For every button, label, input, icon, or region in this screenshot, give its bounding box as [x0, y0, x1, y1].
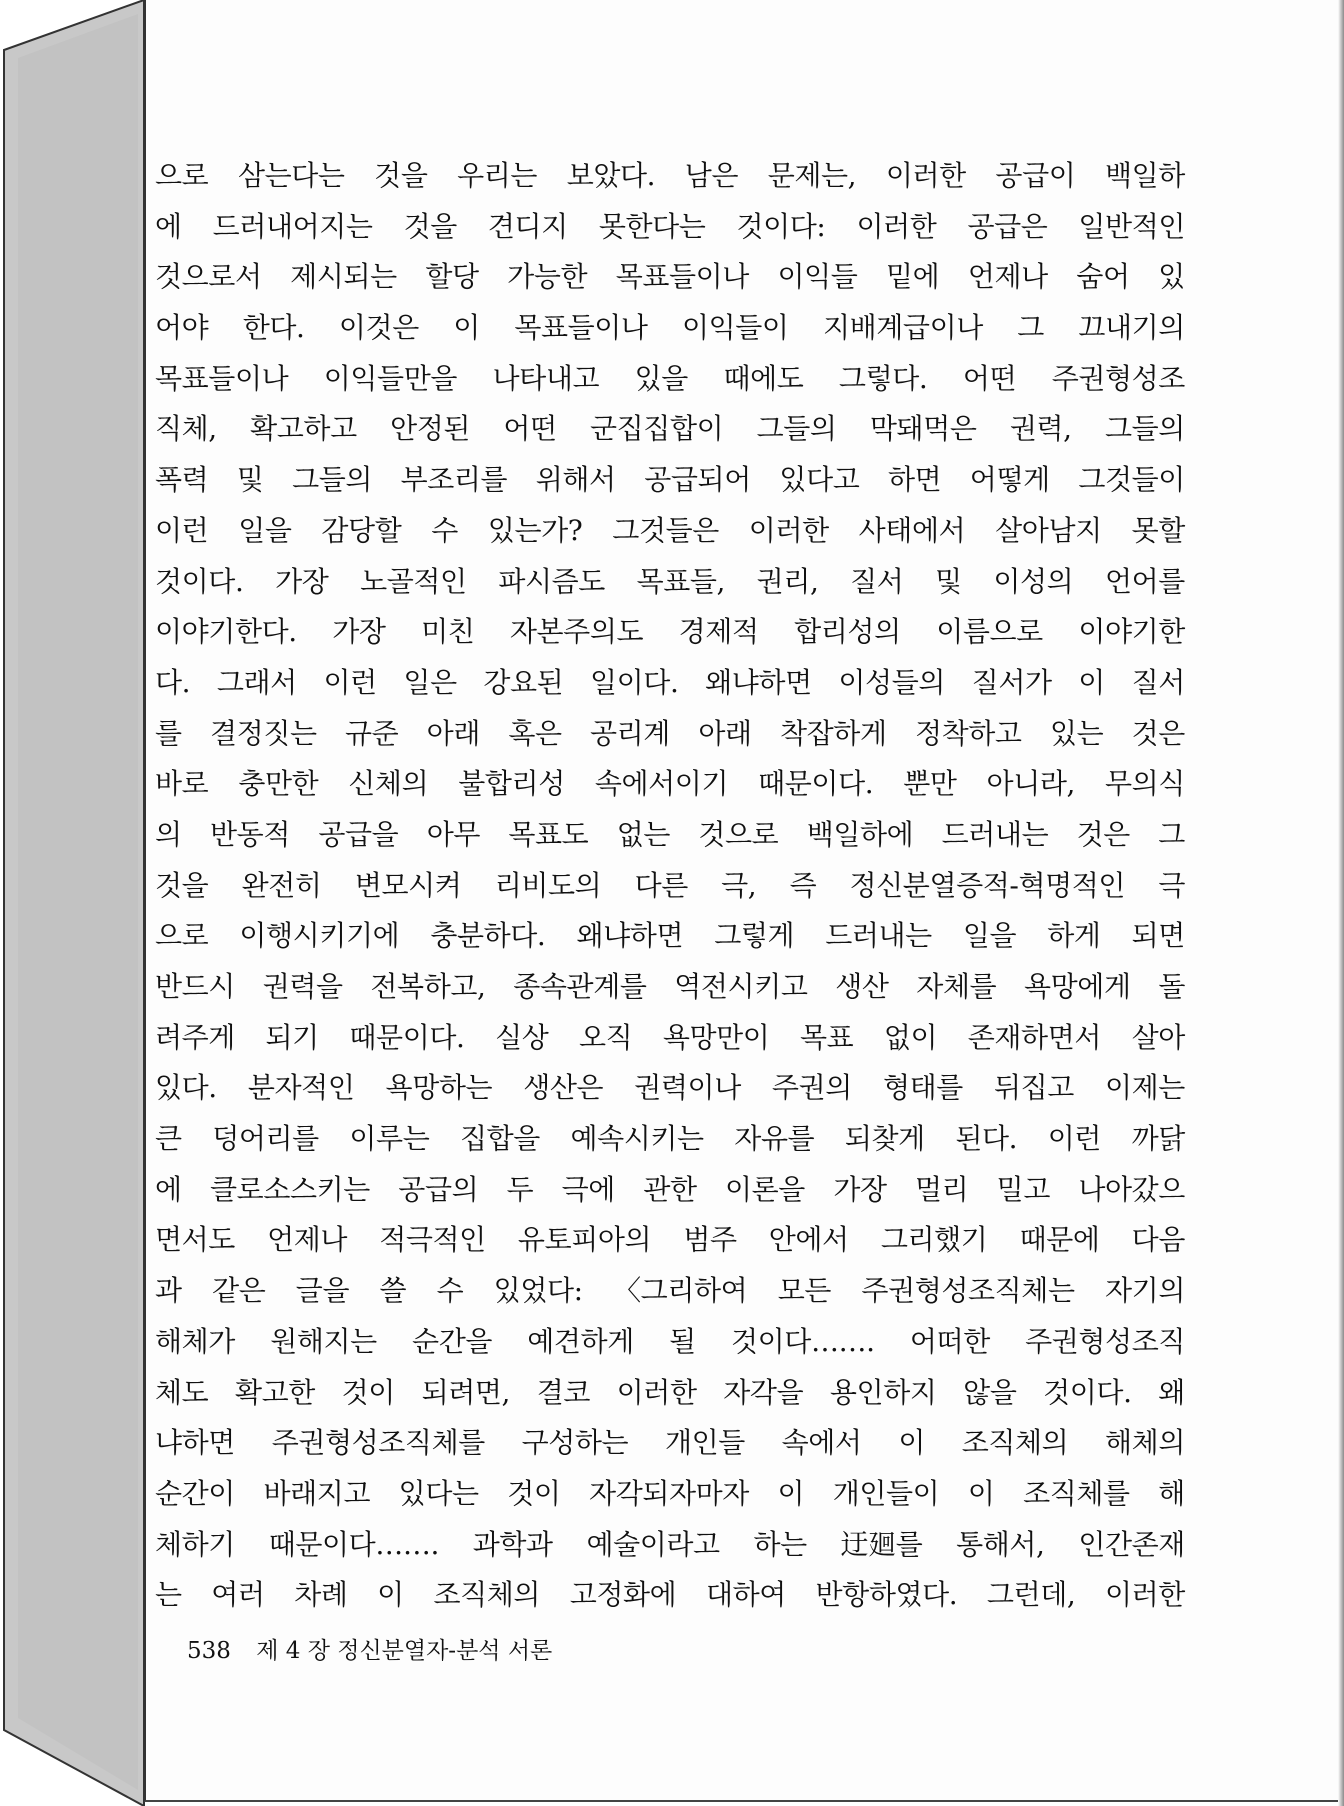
- text-line: 목표들이나 이익들만을 나타내고 있을 때에도 그렇다. 어떤 주권형성조: [155, 361, 1185, 395]
- text-line: 다. 그래서 이런 일은 강요된 일이다. 왜냐하면 이성들의 질서가 이 질서: [155, 665, 1185, 699]
- body-text: [155, 155, 1185, 1625]
- page-number: 538: [187, 1638, 231, 1664]
- page-footer: [187, 1632, 552, 1665]
- text-line: 있다. 분자적인 욕망하는 생산은 권력이나 주권의 형태를 뒤집고 이제는: [155, 1071, 1185, 1105]
- running-head: 제 4 장 정신분열자-분석 서론: [256, 1638, 553, 1664]
- text-line: 으로 삼는다는 것을 우리는 보았다. 남은 문제는, 이러한 공급이 백일하: [155, 159, 1185, 192]
- text-line: 이야기한다. 가장 미친 자본주의도 경제적 합리성의 이름으로 이야기한: [155, 615, 1185, 649]
- text-line: 냐하면 주권형성조직체를 구성하는 개인들 속에서 이 조직체의 해체의: [155, 1426, 1185, 1460]
- text-line: 를 결정짓는 규준 아래 혹은 공리계 아래 착잡하게 정착하고 있는 것은: [155, 716, 1185, 750]
- text-line: 큰 덩어리를 이루는 집합을 예속시키는 자유를 되찾게 된다. 이런 까닭: [155, 1122, 1185, 1156]
- text-line: 것이다. 가장 노골적인 파시즘도 목표들, 권리, 질서 및 이성의 언어를: [155, 564, 1185, 598]
- text-line: 이런 일을 감당할 수 있는가? 그것들은 이러한 사태에서 살아남지 못할: [155, 513, 1185, 547]
- book-spine: [0, 0, 146, 1806]
- text-line: 것을 완전히 변모시켜 리비도의 다른 극, 즉 정신분열증적-혁명적인 극: [155, 868, 1185, 902]
- text-line: 어야 한다. 이것은 이 목표들이나 이익들이 지배계급이나 그 끄내기의: [155, 311, 1185, 345]
- text-line: 폭력 및 그들의 부조리를 위해서 공급되어 있다고 하면 어떻게 그것들이: [155, 463, 1185, 497]
- text-line: 체하기 때문이다……. 과학과 예술이라고 하는 迂廻를 통해서, 인간존재: [155, 1527, 1185, 1561]
- text-line: 면서도 언제나 적극적인 유토피아의 범주 안에서 그리했기 때문에 다음: [155, 1223, 1185, 1257]
- text-line: 체도 확고한 것이 되려면, 결코 이러한 자각을 용인하지 않을 것이다. 왜: [155, 1375, 1185, 1409]
- text-line: 바로 충만한 신체의 불합리성 속에서이기 때문이다. 뿐만 아니라, 무의식: [155, 767, 1185, 801]
- text-line: 는 여러 차례 이 조직체의 고정화에 대하여 반항하였다. 그런데, 이러한: [155, 1578, 1185, 1612]
- text-line: 직체, 확고하고 안정된 어떤 군집집합이 그들의 막돼먹은 권력, 그들의: [155, 412, 1185, 446]
- text-line: 으로 이행시키기에 충분하다. 왜냐하면 그렇게 드러내는 일을 하게 되면: [155, 919, 1185, 953]
- text-line: 것으로서 제시되는 할당 가능한 목표들이나 이익들 밑에 언제나 숨어 있: [155, 260, 1185, 294]
- text-line: 과 같은 글을 쓸 수 있었다: 〈그리하여 모든 주권형성조직체는 자기의: [155, 1274, 1185, 1308]
- text-line: 려주게 되기 때문이다. 실상 오직 욕망만이 목표 없이 존재하면서 살아: [155, 1020, 1185, 1054]
- page-edge-shadow: [1338, 0, 1344, 1806]
- text-line: 반드시 권력을 전복하고, 종속관계를 역전시키고 생산 자체를 욕망에게 돌: [155, 970, 1185, 1003]
- text-line: 의 반동적 공급을 아무 목표도 없는 것으로 백일하에 드러내는 것은 그: [155, 817, 1185, 851]
- text-line: 에 클로소스키는 공급의 두 극에 관한 이론을 가장 멀리 밀고 나아갔으: [155, 1172, 1185, 1206]
- text-line: 에 드러내어지는 것을 견디지 못한다는 것이다: 이러한 공급은 일반적인: [155, 209, 1185, 243]
- text-line: 순간이 바래지고 있다는 것이 자각되자마자 이 개인들이 이 조직체를 해: [155, 1476, 1185, 1510]
- text-line: 해체가 원해지는 순간을 예견하게 될 것이다……. 어떠한 주권형성조직: [155, 1324, 1185, 1358]
